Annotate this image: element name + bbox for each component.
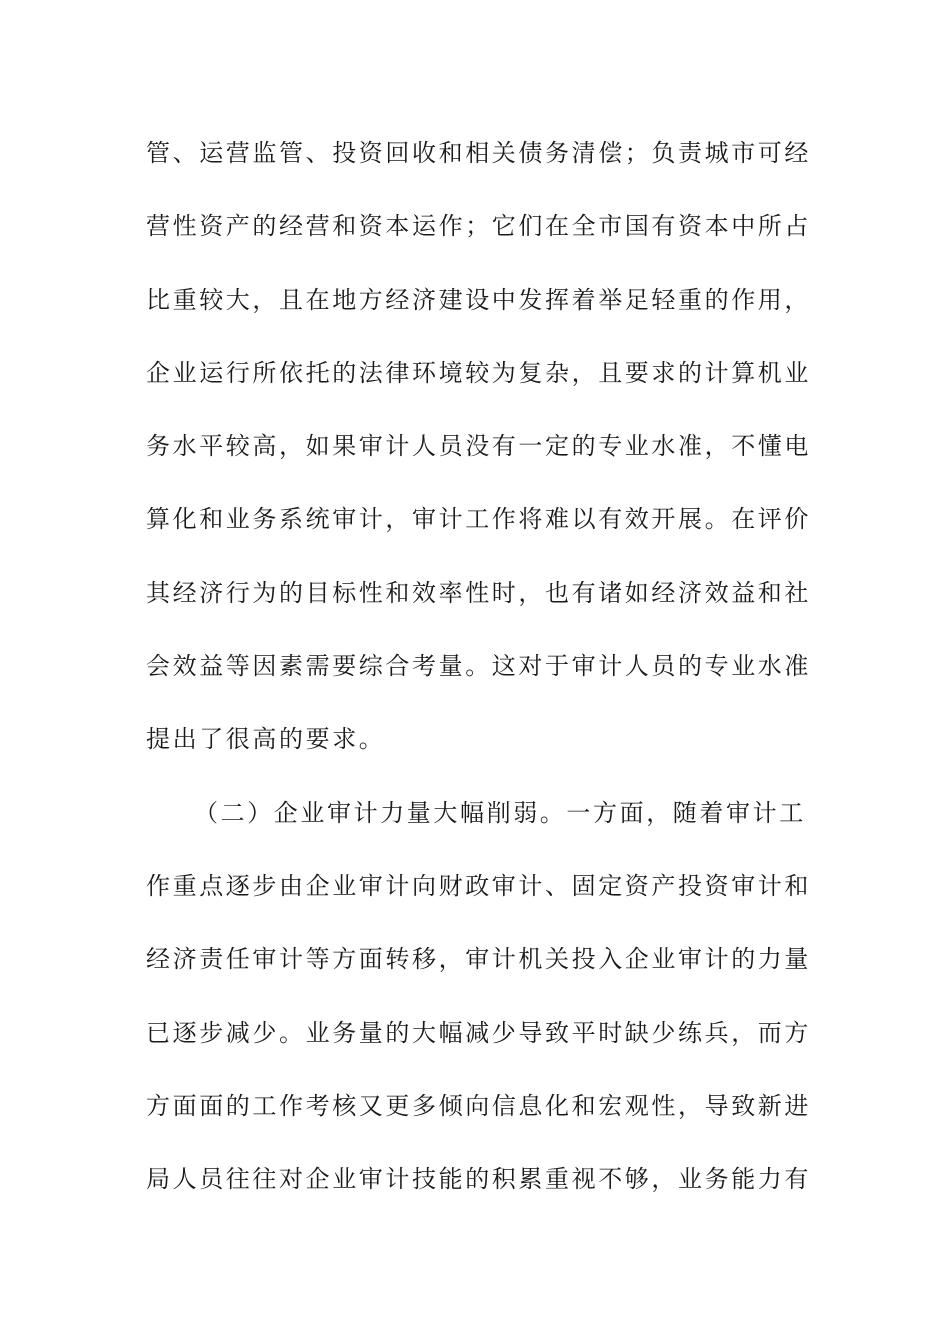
text-line: 管、运营监管、投资回收和相关债务清偿；负责城市可经 [146,139,811,167]
text-line: 作重点逐步由企业审计向财政审计、固定资产投资审计和 [146,871,811,900]
text-line: 务水平较高，如果审计人员没有一定的专业水准，不懂电 [146,432,811,461]
text-line: 已逐步减少。业务量的大幅减少导致平时缺少练兵，而方 [146,1018,811,1047]
body-text [146,126,811,1225]
text-line: 企业运行所依托的法律环境较为复杂，且要求的计算机业 [146,358,811,387]
text-line: 经济责任审计等方面转移，审计机关投入企业审计的力量 [146,945,811,974]
text-line: 其经济行为的目标性和效率性时，也有诸如经济效益和社 [146,578,811,607]
text-line: 提出了很高的要求。 [146,725,386,754]
section-heading-line: （二）企业审计力量大幅削弱。一方面，随着审计工 [194,798,806,827]
text-line: 局人员往往对企业审计技能的积累重视不够，业务能力有 [146,1165,811,1194]
text-line: 算化和业务系统审计，审计工作将难以有效开展。在评价 [146,505,811,534]
text-line: 会效益等因素需要综合考量。这对于审计人员的专业水准 [146,652,811,681]
text-line: 方面面的工作考核又更多倾向信息化和宏观性，导致新进 [146,1091,811,1120]
text-line: 比重较大，且在地方经济建设中发挥着举足轻重的作用， [146,285,811,314]
text-line: 营性资产的经营和资本运作；它们在全市国有资本中所占 [146,212,811,241]
